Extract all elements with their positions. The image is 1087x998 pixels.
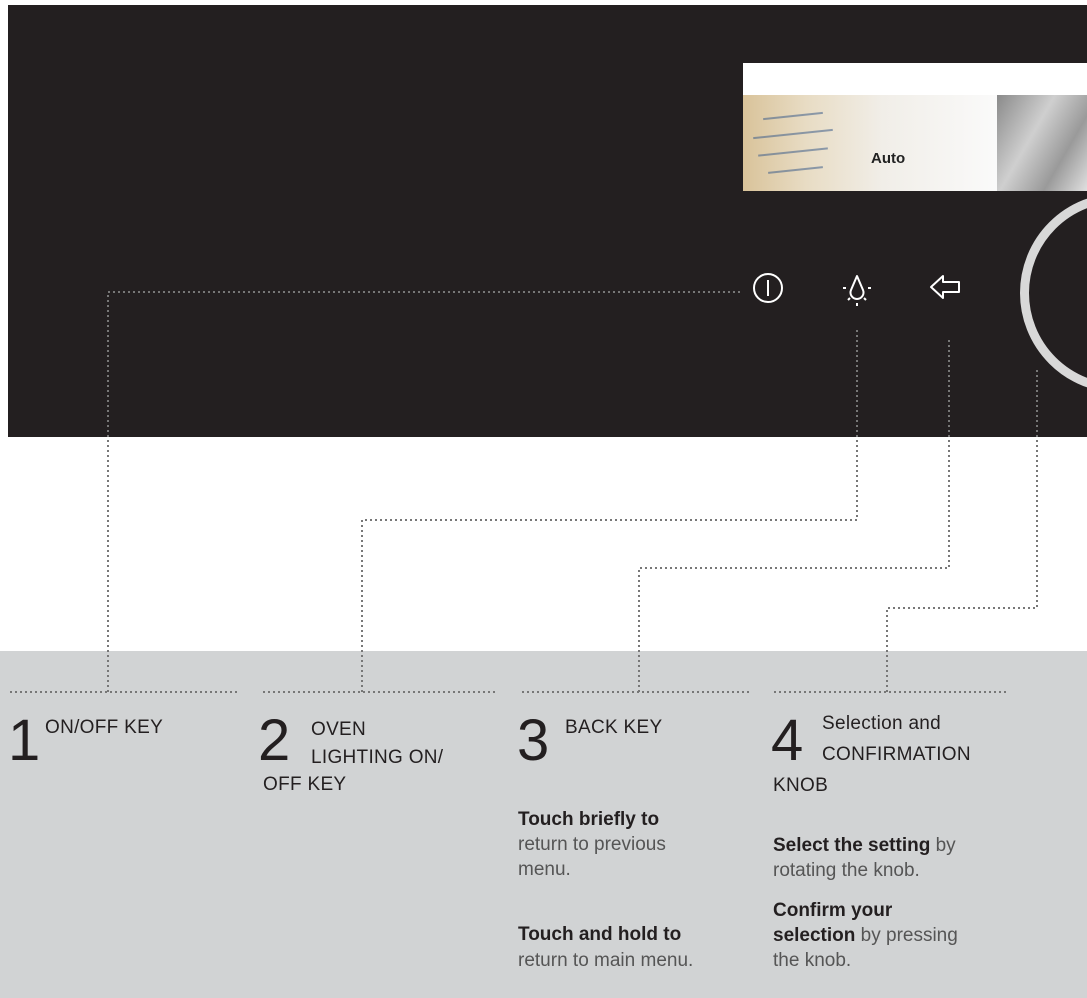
legend-number: 1	[8, 708, 41, 773]
legend-desc: return to previous	[518, 834, 666, 855]
desc-bold: Select the setting	[773, 835, 931, 856]
legend-desc	[518, 808, 659, 832]
leader-line-1	[108, 292, 740, 692]
legend-title-line: Selection and	[822, 713, 942, 734]
legend-desc: the knob.	[773, 950, 852, 971]
legend-desc	[773, 899, 892, 923]
legend-desc: return to main menu.	[518, 950, 694, 971]
desc-rest: by	[930, 835, 956, 856]
legend-desc	[518, 923, 681, 947]
leader-line-3	[639, 340, 949, 692]
legend-title-line: OFF KEY	[263, 774, 347, 795]
desc-bold: selection	[773, 925, 856, 946]
legend-desc: menu.	[518, 859, 571, 880]
legend-title-line: CONFIRMATION	[822, 744, 971, 765]
legend-desc: rotating the knob.	[773, 860, 920, 881]
desc-bold: Touch and hold to	[518, 924, 682, 945]
legend-desc	[773, 924, 958, 948]
legend-number: 2	[258, 708, 291, 773]
legend-title: BACK KEY	[565, 717, 663, 738]
desc-bold: Confirm your	[773, 900, 893, 921]
desc-rest: by pressing	[855, 925, 958, 946]
legend-desc	[773, 834, 956, 858]
leader-line-2	[362, 330, 857, 692]
leader-line-4	[887, 370, 1037, 692]
legend-number: 3	[517, 708, 550, 773]
legend-title-line: OVEN	[311, 719, 367, 740]
legend-title-line: KNOB	[773, 775, 829, 796]
legend-title-line: LIGHTING ON/	[311, 747, 444, 768]
legend-number: 4	[771, 708, 804, 773]
desc-bold: Touch briefly to	[518, 809, 660, 830]
legend-title: ON/OFF KEY	[45, 717, 164, 738]
tile-label: Auto	[871, 150, 906, 167]
